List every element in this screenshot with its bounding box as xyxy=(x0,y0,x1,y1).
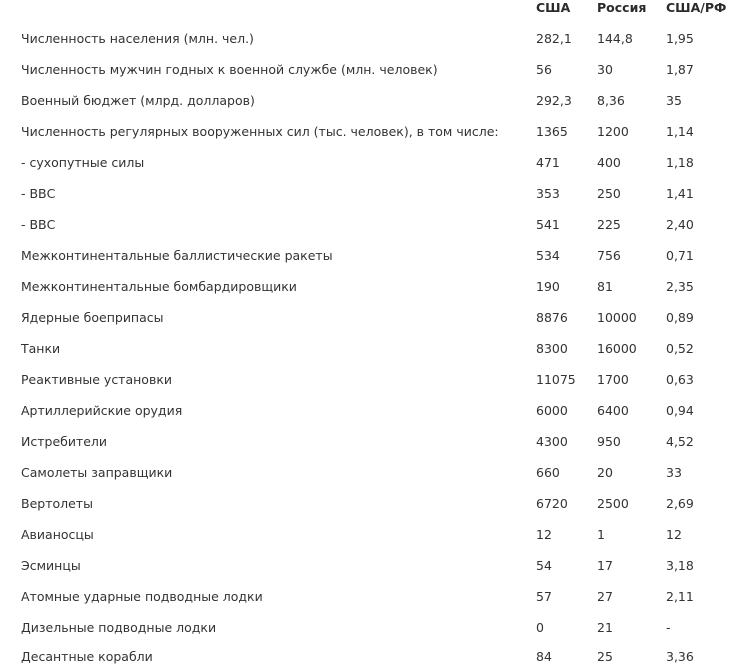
russia-value: 950 xyxy=(597,434,621,449)
ratio-value: 1,18 xyxy=(666,155,694,170)
table-row xyxy=(0,432,731,452)
row-label: Артиллерийские орудия xyxy=(21,403,183,418)
row-label: Военный бюджет (млрд. долларов) xyxy=(21,93,255,108)
table-row xyxy=(0,556,731,576)
ratio-value: 0,52 xyxy=(666,341,694,356)
row-label: Дизельные подводные лодки xyxy=(21,620,217,635)
table-row xyxy=(0,91,731,111)
row-label: Истребители xyxy=(21,434,108,449)
row-label: Вертолеты xyxy=(21,496,93,511)
russia-value: 1200 xyxy=(597,124,629,139)
russia-value: 25 xyxy=(597,649,613,664)
column-header-ratio: США/РФ xyxy=(666,0,727,15)
row-label: Межконтинентальные бомбардировщики xyxy=(21,279,297,294)
usa-value: 4300 xyxy=(536,434,568,449)
ratio-value: 1,41 xyxy=(666,186,694,201)
ratio-value: 0,71 xyxy=(666,248,694,263)
table-row xyxy=(0,370,731,390)
ratio-value: 2,35 xyxy=(666,279,694,294)
usa-value: 471 xyxy=(536,155,560,170)
table-row xyxy=(0,277,731,297)
usa-value: 6720 xyxy=(536,496,568,511)
usa-value: 8876 xyxy=(536,310,568,325)
russia-value: 1 xyxy=(597,527,605,542)
usa-value: 282,1 xyxy=(536,31,572,46)
row-label: Численность мужчин годных к военной службе (млн. человек) xyxy=(21,62,438,77)
row-label: Реактивные установки xyxy=(21,372,172,387)
row-label: Атомные ударные подводные лодки xyxy=(21,589,263,604)
column-header-russia: Россия xyxy=(597,0,647,15)
table-row xyxy=(0,494,731,514)
row-label: - ВВС xyxy=(21,217,56,232)
row-label: - сухопутные силы xyxy=(21,155,145,170)
row-label: Танки xyxy=(21,341,61,356)
russia-value: 17 xyxy=(597,558,613,573)
row-label: Самолеты заправщики xyxy=(21,465,173,480)
row-label: Авианосцы xyxy=(21,527,94,542)
usa-value: 11075 xyxy=(536,372,576,387)
column-header-usa: США xyxy=(536,0,571,15)
table-row xyxy=(0,308,731,328)
ratio-value: 4,52 xyxy=(666,434,694,449)
ratio-value: 33 xyxy=(666,465,682,480)
russia-value: 756 xyxy=(597,248,621,263)
row-label: - ВВС xyxy=(21,186,56,201)
ratio-value: 2,11 xyxy=(666,589,694,604)
usa-value: 8300 xyxy=(536,341,568,356)
table-row xyxy=(0,122,731,142)
table-row xyxy=(0,401,731,421)
usa-value: 54 xyxy=(536,558,552,573)
russia-value: 144,8 xyxy=(597,31,633,46)
usa-value: 660 xyxy=(536,465,560,480)
ratio-value: 35 xyxy=(666,93,682,108)
table-row xyxy=(0,246,731,266)
table-row xyxy=(0,29,731,49)
usa-value: 292,3 xyxy=(536,93,572,108)
ratio-value: 0,94 xyxy=(666,403,694,418)
row-label: Эсминцы xyxy=(21,558,81,573)
usa-value: 0 xyxy=(536,620,544,635)
row-label: Межконтинентальные баллистические ракеты xyxy=(21,248,333,263)
table-row xyxy=(0,463,731,483)
table-row xyxy=(0,525,731,545)
russia-value: 2500 xyxy=(597,496,629,511)
ratio-value: 2,40 xyxy=(666,217,694,232)
russia-value: 16000 xyxy=(597,341,637,356)
ratio-value: 1,95 xyxy=(666,31,694,46)
table-row xyxy=(0,647,731,667)
ratio-value: - xyxy=(666,620,671,635)
row-label: Десантные корабли xyxy=(21,649,153,664)
russia-value: 10000 xyxy=(597,310,637,325)
russia-value: 81 xyxy=(597,279,613,294)
russia-value: 400 xyxy=(597,155,621,170)
russia-value: 1700 xyxy=(597,372,629,387)
table-row xyxy=(0,339,731,359)
table-row xyxy=(0,618,731,638)
table-row xyxy=(0,60,731,80)
ratio-value: 2,69 xyxy=(666,496,694,511)
usa-value: 353 xyxy=(536,186,560,201)
russia-value: 225 xyxy=(597,217,621,232)
ratio-value: 0,63 xyxy=(666,372,694,387)
usa-value: 534 xyxy=(536,248,560,263)
usa-value: 56 xyxy=(536,62,552,77)
usa-value: 84 xyxy=(536,649,552,664)
russia-value: 30 xyxy=(597,62,613,77)
ratio-value: 3,18 xyxy=(666,558,694,573)
row-label: Ядерные боеприпасы xyxy=(21,310,164,325)
russia-value: 27 xyxy=(597,589,613,604)
ratio-value: 0,89 xyxy=(666,310,694,325)
russia-value: 20 xyxy=(597,465,613,480)
usa-value: 12 xyxy=(536,527,552,542)
table-row xyxy=(0,153,731,173)
row-label: Численность регулярных вооруженных сил (тыс. человек), в том числе: xyxy=(21,124,499,139)
ratio-value: 1,14 xyxy=(666,124,694,139)
usa-value: 190 xyxy=(536,279,560,294)
russia-value: 250 xyxy=(597,186,621,201)
russia-value: 8,36 xyxy=(597,93,625,108)
table-row xyxy=(0,587,731,607)
usa-value: 541 xyxy=(536,217,560,232)
ratio-value: 1,87 xyxy=(666,62,694,77)
russia-value: 6400 xyxy=(597,403,629,418)
usa-value: 1365 xyxy=(536,124,568,139)
ratio-value: 3,36 xyxy=(666,649,694,664)
russia-value: 21 xyxy=(597,620,613,635)
table-row xyxy=(0,215,731,235)
row-label: Численность населения (млн. чел.) xyxy=(21,31,254,46)
usa-value: 6000 xyxy=(536,403,568,418)
usa-value: 57 xyxy=(536,589,552,604)
ratio-value: 12 xyxy=(666,527,682,542)
table-row xyxy=(0,184,731,204)
